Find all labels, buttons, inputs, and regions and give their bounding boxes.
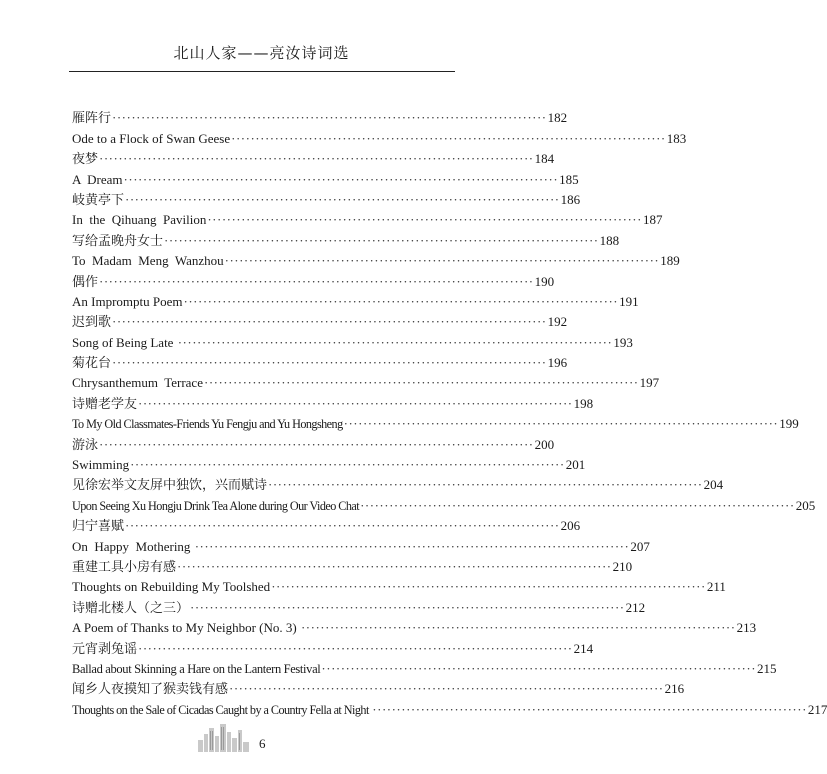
toc-entry[interactable]: [72, 595, 646, 615]
toc-title: 岐黄亭下: [72, 191, 125, 207]
toc-leader: ··························································································: [164, 232, 599, 248]
toc-leader: ··························································································: [231, 130, 666, 146]
toc-title: To Madam Meng Wanzhou: [72, 253, 224, 269]
toc-page: 216: [664, 681, 685, 697]
toc-title: Chrysanthemum Terrace: [72, 375, 203, 391]
toc-title: Upon Seeing Xu Hongju Drink Tea Alone during Our Video Chat: [72, 498, 360, 513]
toc-page: 207: [630, 538, 650, 554]
toc-title: 诗赠北楼人（之三）: [72, 599, 190, 615]
toc-title: 诗赠老学友: [72, 395, 138, 411]
toc-title: A Dream: [72, 171, 123, 187]
toc-title: On Happy Mothering: [72, 538, 194, 554]
page-footer: [0, 718, 523, 758]
toc-title: 重建工具小房有感: [72, 558, 177, 574]
toc-entry[interactable]: [72, 473, 724, 493]
toc-leader: ··························································································: [203, 375, 639, 391]
toc-title: Ode to a Flock of Swan Geese: [72, 130, 231, 146]
city-skyline-icon: [198, 722, 252, 752]
toc-leader: ··························································································: [112, 110, 547, 126]
toc-leader: ··························································································: [229, 681, 664, 697]
toc-entry[interactable]: [72, 616, 757, 636]
toc-entry[interactable]: [72, 188, 581, 208]
toc-entry[interactable]: [72, 249, 680, 269]
toc-leader: ··························································································: [112, 314, 547, 330]
toc-title: 菊花台: [72, 355, 112, 371]
toc-leader: ··························································································: [268, 477, 703, 493]
toc-title: 偶作: [72, 273, 99, 289]
toc-title: Thoughts on Rebuilding My Toolshed: [72, 579, 271, 595]
toc-page: 188: [599, 232, 620, 248]
toc-title: 归宁喜赋: [72, 518, 125, 534]
toc-entry[interactable]: [72, 534, 650, 554]
toc-title: In the Qihuang Pavilion: [72, 212, 207, 228]
toc-entry[interactable]: [72, 106, 568, 126]
toc-leader: ··························································································: [271, 579, 706, 595]
toc-title: 元宵剥兔谣: [72, 640, 138, 656]
toc-title: 迟到歌: [72, 314, 112, 330]
toc-leader: ··························································································: [138, 640, 573, 656]
toc-title: 游泳: [72, 436, 99, 452]
toc-entry[interactable]: [72, 371, 660, 391]
toc-leader: ··························································································: [99, 273, 534, 289]
toc-leader: ··························································································: [99, 436, 534, 452]
toc-page: 217: [807, 701, 827, 717]
toc-leader: ··························································································: [177, 558, 612, 574]
toc-title: To My Old Classmates-Friends Yu Fengju and Yu Hongsheng: [72, 417, 343, 432]
toc-entry[interactable]: [72, 228, 620, 248]
toc-page: 189: [660, 253, 680, 269]
toc-page: 185: [559, 171, 579, 187]
toc-entry[interactable]: [72, 391, 594, 411]
toc-page: 199: [779, 416, 799, 432]
toc-page: 193: [613, 334, 633, 350]
toc-entry[interactable]: [72, 330, 633, 350]
toc-entry[interactable]: [72, 167, 579, 187]
toc-title: Ballad about Skinning a Hare on the Lantern Festival: [72, 661, 321, 676]
toc-page: 200: [534, 436, 555, 452]
toc-entry[interactable]: [72, 657, 777, 677]
toc-page: 190: [534, 273, 555, 289]
toc-leader: ··························································································: [177, 334, 613, 350]
toc-page: 204: [703, 477, 724, 493]
toc-title: Thoughts on the Sale of Cicadas Caught by a Country Fella at Night: [72, 702, 372, 717]
toc-page: 192: [547, 314, 568, 330]
toc-title: Swimming: [72, 457, 130, 473]
toc-entry[interactable]: [72, 453, 586, 473]
toc-leader: ··························································································: [190, 599, 625, 615]
toc-page: 197: [639, 375, 660, 391]
toc-entry[interactable]: [72, 290, 639, 310]
toc-leader: ··························································································: [130, 457, 565, 473]
toc-leader: ··························································································: [125, 191, 560, 207]
toc-page: 211: [706, 579, 726, 595]
toc-leader: ··························································································: [99, 151, 534, 167]
toc-page: 213: [736, 620, 757, 636]
toc-page: 183: [666, 130, 687, 146]
toc-leader: ··························································································: [321, 660, 757, 676]
toc-page: 198: [573, 395, 594, 411]
toc-page: 182: [547, 110, 568, 126]
toc-leader: ··························································································: [125, 518, 560, 534]
toc-leader: ··························································································: [194, 538, 630, 554]
toc-entry[interactable]: [72, 310, 568, 330]
toc-page: 205: [795, 497, 816, 513]
toc-page: 184: [534, 151, 555, 167]
toc-entry[interactable]: [72, 555, 633, 575]
toc-leader: ··························································································: [123, 171, 559, 187]
toc-entry[interactable]: [72, 493, 816, 513]
toc-title: A Poem of Thanks to My Neighbor (No. 3): [72, 620, 300, 636]
toc-leader: ··························································································: [207, 212, 642, 228]
toc-leader: ··························································································: [224, 253, 660, 269]
toc-title: Song of Being Late: [72, 334, 177, 350]
toc-entry[interactable]: [72, 126, 687, 146]
toc-entry[interactable]: [72, 147, 555, 167]
toc-title: 闻乡人夜摸知了猴卖钱有感: [72, 681, 229, 697]
toc-entry[interactable]: [72, 514, 581, 534]
toc-page: 187: [642, 212, 663, 228]
toc-page: 212: [625, 599, 646, 615]
toc-page: 201: [565, 457, 586, 473]
page-number: 6: [259, 736, 266, 751]
toc-entry[interactable]: [72, 412, 799, 432]
toc-page: 206: [560, 518, 581, 534]
toc-entry[interactable]: [72, 575, 726, 595]
toc-entry[interactable]: [72, 636, 594, 656]
toc-entry[interactable]: [72, 351, 568, 371]
toc-leader: ··························································································: [138, 395, 573, 411]
toc-page: 191: [619, 293, 639, 309]
toc-title: An Impromptu Poem: [72, 293, 183, 309]
toc-entry[interactable]: [72, 432, 555, 452]
running-header: 北山人家——亮汝诗词选: [173, 44, 350, 62]
toc-entry[interactable]: [72, 269, 555, 289]
toc-title: 夜梦: [72, 151, 99, 167]
toc-title: 写给孟晚舟女士: [72, 232, 164, 248]
toc-page: 210: [612, 558, 633, 574]
toc-leader: ··························································································: [183, 293, 619, 309]
toc-leader: ··························································································: [360, 497, 795, 513]
toc-entry[interactable]: [72, 677, 685, 697]
toc-title: 雁阵行: [72, 110, 112, 126]
toc-leader: ··························································································: [372, 701, 807, 717]
toc-entry[interactable]: [72, 208, 663, 228]
table-of-contents: [72, 106, 827, 718]
toc-leader: ··························································································: [343, 416, 779, 432]
toc-title: 见徐宏举文友屏中独饮，兴而赋诗: [72, 477, 268, 493]
toc-leader: ··························································································: [112, 355, 547, 371]
toc-page: 214: [573, 640, 594, 656]
toc-leader: ··························································································: [300, 620, 736, 636]
toc-page: 196: [547, 355, 568, 371]
toc-entry[interactable]: [72, 697, 827, 717]
header-rule: [69, 71, 455, 72]
toc-page: 215: [757, 660, 777, 676]
toc-page: 186: [560, 191, 581, 207]
